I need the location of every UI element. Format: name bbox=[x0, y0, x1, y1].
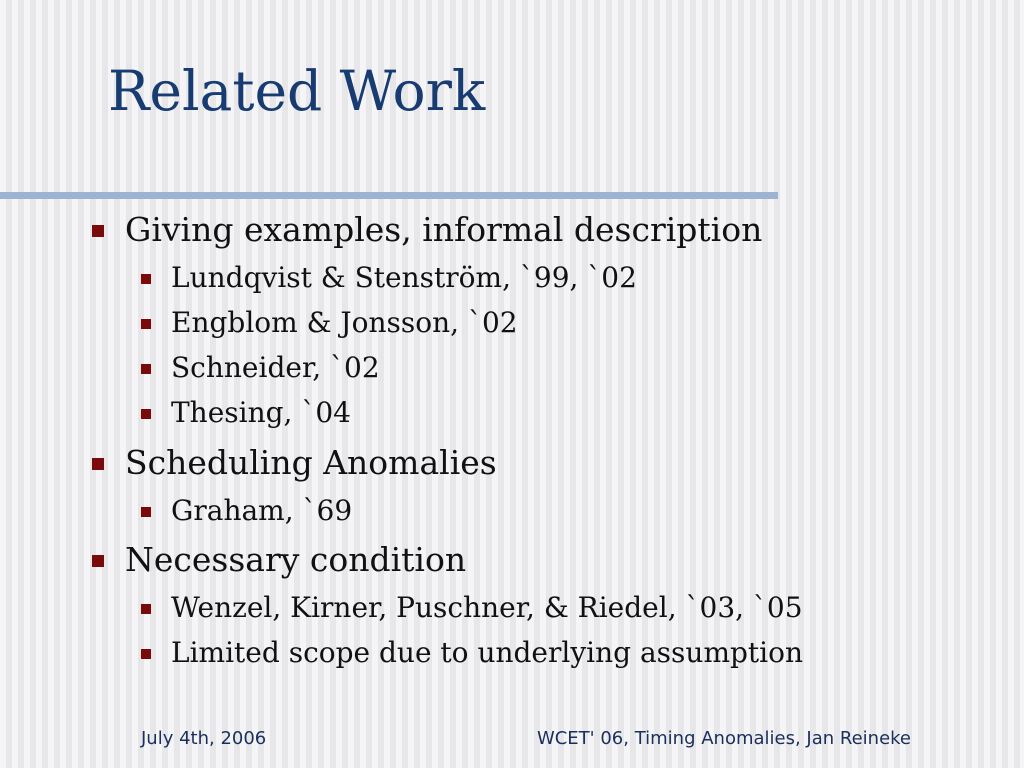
sub-bullet-item bbox=[171, 636, 803, 670]
sub-bullet-item bbox=[171, 396, 351, 430]
sub-bullet-text: Lundqvist & Stenström, `99, `02 bbox=[171, 261, 637, 294]
sub-bullet-item bbox=[171, 591, 803, 625]
square-bullet-icon bbox=[141, 604, 151, 614]
footer-caption: WCET' 06, Timing Anomalies, Jan Reineke bbox=[536, 728, 911, 749]
square-bullet-icon bbox=[141, 319, 151, 329]
bullet-text: Necessary condition bbox=[125, 540, 467, 579]
square-bullet-icon bbox=[141, 364, 151, 374]
square-bullet-icon bbox=[141, 649, 151, 659]
sub-bullet-item bbox=[171, 351, 380, 385]
sub-bullet-text: Graham, `69 bbox=[171, 494, 353, 527]
title-divider bbox=[0, 192, 778, 199]
sub-bullet-item bbox=[171, 494, 352, 528]
bullet-item bbox=[125, 443, 497, 483]
square-bullet-icon bbox=[92, 225, 104, 237]
slide-title: Related Work bbox=[108, 59, 486, 123]
bullet-item bbox=[125, 210, 762, 250]
sub-bullet-text: Engblom & Jonsson, `02 bbox=[171, 306, 518, 339]
sub-bullet-text: Wenzel, Kirner, Puschner, & Riedel, `03, `05 bbox=[171, 591, 803, 624]
bullet-text: Giving examples, informal description bbox=[125, 210, 763, 249]
square-bullet-icon bbox=[141, 274, 151, 284]
sub-bullet-text: Schneider, `02 bbox=[171, 351, 380, 384]
sub-bullet-item bbox=[171, 261, 637, 295]
bullet-item bbox=[125, 540, 466, 580]
bullet-text: Scheduling Anomalies bbox=[125, 443, 497, 482]
square-bullet-icon bbox=[92, 555, 104, 567]
square-bullet-icon bbox=[92, 458, 104, 470]
sub-bullet-item bbox=[171, 306, 518, 340]
square-bullet-icon bbox=[141, 507, 151, 517]
square-bullet-icon bbox=[141, 409, 151, 419]
sub-bullet-text: Thesing, `04 bbox=[171, 396, 351, 429]
footer-date: July 4th, 2006 bbox=[141, 728, 267, 749]
sub-bullet-text: Limited scope due to underlying assumption bbox=[171, 636, 804, 669]
